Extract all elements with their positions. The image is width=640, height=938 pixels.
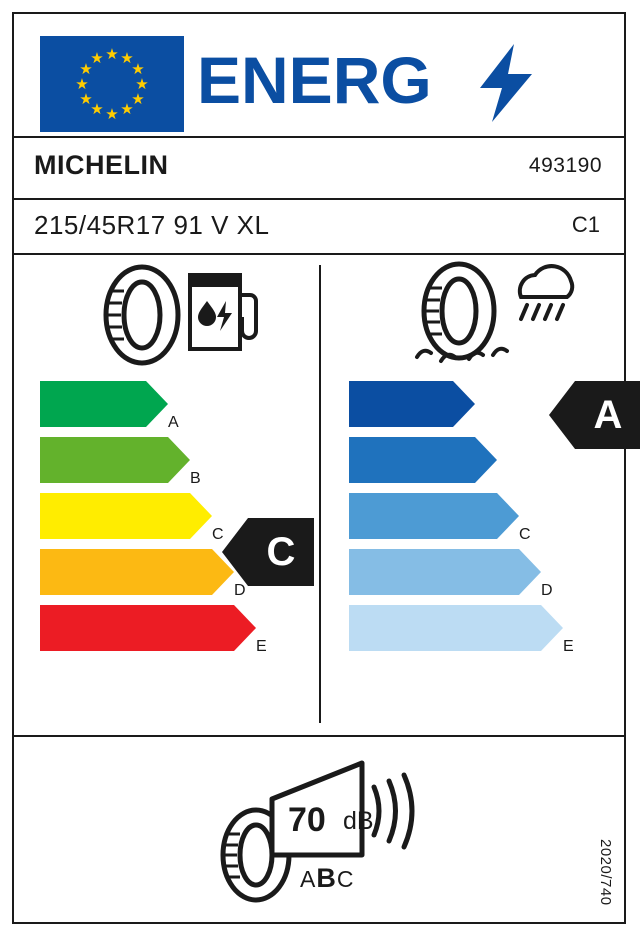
eu-star-icon: ★ [75, 75, 89, 93]
wet-grip-panel [321, 253, 624, 735]
wet-grade-d [349, 549, 574, 599]
tyre-fuel-pump-icon [94, 261, 264, 371]
brand-code: 493190 [528, 154, 602, 177]
grade-letter: D [234, 582, 246, 599]
noise-unit: dB [343, 807, 374, 835]
eu-flag-icon [40, 36, 184, 132]
grade-letter: E [563, 638, 574, 655]
grade-arrow-shape [349, 437, 497, 483]
tyre-energy-label [12, 12, 626, 924]
noise-section [14, 735, 624, 924]
fuel-efficiency-panel [14, 253, 319, 735]
grade-letter: A [168, 414, 179, 431]
wet-grade-e [349, 605, 574, 655]
noise-class-c: C [336, 866, 355, 892]
grade-letter: D [541, 582, 553, 599]
brand-row [14, 136, 624, 198]
eu-star-icon: ★ [120, 101, 134, 119]
fuel-rating-badge [222, 518, 314, 586]
eu-star-icon: ★ [90, 49, 104, 67]
tyre-size-row [14, 198, 624, 253]
wet-rating-badge [549, 381, 640, 449]
grade-arrow-shape [349, 381, 475, 427]
grade-letter: E [256, 638, 267, 655]
regulation-code: 2020/740 [597, 839, 614, 906]
noise-class-scale [300, 863, 354, 894]
eu-star-icon: ★ [131, 90, 145, 108]
noise-class-a: A [300, 866, 317, 892]
grade-arrow-shape [40, 493, 212, 539]
fuel-grade-b [40, 437, 267, 487]
verdict-letter: C [266, 529, 296, 574]
wet-grade-b [349, 437, 574, 487]
label-header [14, 14, 624, 136]
ratings-panels [14, 253, 624, 735]
wet-grade-a [349, 381, 574, 431]
grade-arrow-shape [349, 493, 519, 539]
grade-letter: A [475, 414, 486, 431]
noise-value: 70 [288, 801, 326, 839]
wet-grade-list [349, 381, 574, 661]
grade-arrow-shape [40, 381, 168, 427]
eu-star-icon: ★ [135, 75, 149, 93]
eu-star-icon: ★ [79, 60, 93, 78]
eu-star-icon: ★ [79, 90, 93, 108]
fuel-grade-e [40, 605, 267, 655]
noise-class-b: B [316, 863, 337, 893]
eu-star-icon: ★ [90, 101, 104, 119]
grade-letter: B [190, 470, 201, 487]
verdict-letter: A [593, 392, 623, 437]
tyre-rain-cloud-icon [409, 261, 584, 371]
page-title: ENERG [197, 43, 432, 117]
eu-star-icon: ★ [105, 105, 119, 123]
grade-letter: C [519, 526, 531, 543]
grade-letter: C [212, 526, 224, 543]
brand-name: MICHELIN [34, 150, 169, 180]
grade-letter: B [497, 470, 508, 487]
fuel-grade-a [40, 381, 267, 431]
tyre-size: 215/45R17 91 V XL [34, 210, 270, 240]
grade-arrow-shape [40, 437, 190, 483]
eu-star-icon: ★ [120, 49, 134, 67]
tyre-loudspeaker-icon [214, 759, 444, 909]
eu-star-icon: ★ [105, 45, 119, 63]
grade-arrow-shape [349, 605, 563, 651]
grade-arrow-shape [40, 605, 256, 651]
grade-arrow-shape [349, 549, 541, 595]
eu-star-icon: ★ [131, 60, 145, 78]
tyre-class: C1 [571, 212, 600, 237]
grade-arrow-shape [40, 549, 234, 595]
qr-code-icon [508, 34, 600, 126]
wet-grade-c [349, 493, 574, 543]
